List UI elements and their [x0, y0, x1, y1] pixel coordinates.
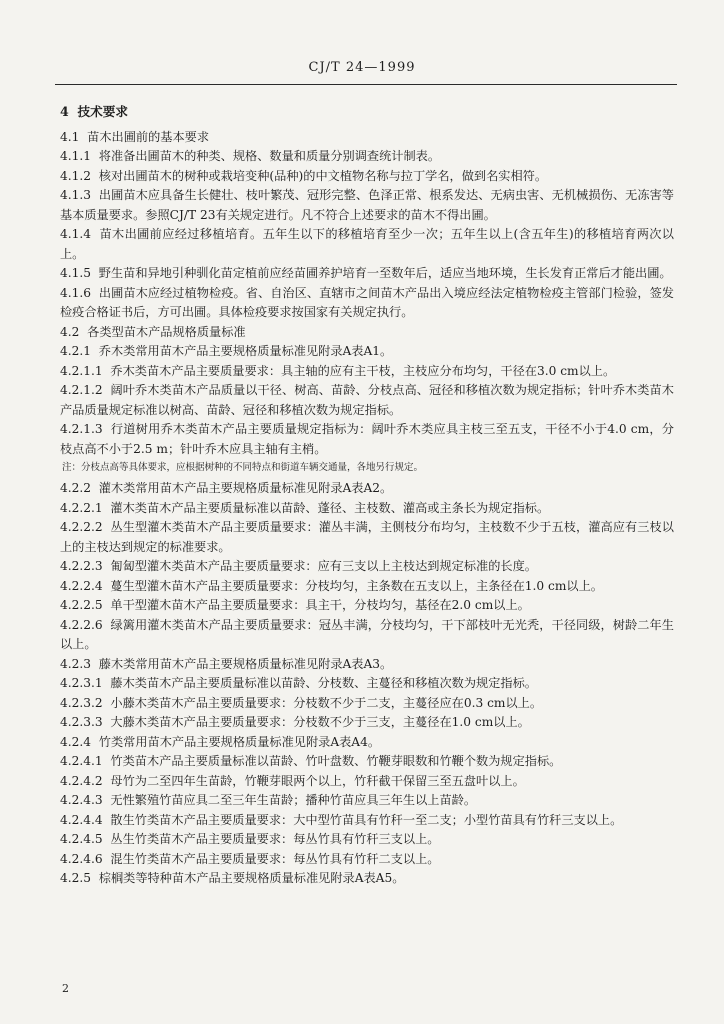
paragraph: 4.2.1.3 行道树用乔木类苗木产品主要质量规定指标为：阔叶乔木类应具主枝三至五支，干径不小于4.0 cm，分枝点高不小于2.5 m；针叶乔木应具主轴有主梢。	[60, 422, 674, 456]
paragraph: 4.2.3.1 藤木类苗木产品主要质量标准以苗龄、分枝数、主蔓径和移植次数为规定指标。	[60, 676, 537, 690]
paragraph: 4.1 苗木出圃前的基本要求	[60, 129, 210, 144]
paragraph: 4.2.2 灌木类常用苗木产品主要规格质量标准见附录A表A2。	[60, 481, 393, 495]
paragraph: 4.2.3 藤木类常用苗木产品主要规格质量标准见附录A表A3。	[60, 656, 393, 671]
paragraph: 4.2.2.1 灌木类苗木产品主要质量标准以苗龄、蓬径、主枝数、灌高或主条长为规定指标。	[60, 500, 550, 515]
note: 注：分枝点高等具体要求，应根据树种的不同特点和街道车辆交通量，各地另行规定。	[62, 462, 424, 473]
paragraph: 4.1.5 野生苗和异地引种驯化苗定植前应经苗圃养护培育一至数年后，适应当地环境，生长发育正常后才能出圃。	[60, 266, 672, 280]
paragraph: 4.2.3.3 大藤木类苗木产品主要质量要求：分枝数不少于三支，主蔓径在1.0 cm以上。	[60, 715, 530, 729]
paragraph: 4.2.2.4 蔓生型灌木苗木产品主要质量要求：分枝均匀，主条数在五支以上，主条径在1.0 cm以上。	[60, 578, 603, 593]
paragraph: 4.2.4 竹类常用苗木产品主要规格质量标准见附录A表A4。	[60, 734, 381, 749]
paragraph: 4.2.1.2 阔叶乔木类苗木产品质量以干径、树高、苗龄、分枝点高、冠径和移植次数为规定指标；针叶乔木类苗木产品质量规定标准以树高、苗龄、冠径和移植次数为规定指标。	[60, 383, 674, 417]
paragraph: 4.2.2.6 绿篱用灌木类苗木产品主要质量要求：冠丛丰满，分枝均匀，干下部枝叶无光秃，干径同级，树龄二年生以上。	[60, 617, 674, 651]
paragraph: 4.2.4.5 丛生竹类苗木产品主要质量要求：每丛竹具有竹秆三支以上。	[60, 832, 440, 846]
paragraph: 4.2.2.5 单干型灌木苗木产品主要质量要求：具主干，分枝均匀，基径在2.0 cm以上。	[60, 598, 530, 612]
paragraph: 4.2.5 棕榈类等特种苗木产品主要规格质量标准见附录A表A5。	[60, 871, 405, 885]
paragraph: 4.1.3 出圃苗木应具备生长健壮、枝叶繁茂、冠形完整、色泽正常、根系发达、无病虫害、无机械损伤、无冻害等基本质量要求。参照CJ/T 23有关规定进行。凡不符合上述要求的苗木不得出圃。	[60, 188, 674, 222]
document-body	[60, 102, 674, 889]
paragraph: 4.2.4.2 母竹为二至四年生苗龄，竹鞭芽眼两个以上，竹秆截干保留三至五盘叶以上。	[60, 773, 525, 788]
paragraph: 4.1.2 核对出圃苗木的树种或栽培变种(品种)的中文植物名称与拉丁学名，做到名实相符。	[60, 168, 548, 183]
standard-code-header: CJ/T 24—1999	[308, 60, 416, 75]
paragraph: 4.2.1.1 乔木类苗木产品主要质量要求：具主轴的应有主干枝，主枝应分布均匀，干径在3.0 cm以上。	[60, 363, 616, 378]
paragraph: 4.2.3.2 小藤木类苗木产品主要质量要求：分枝数不少于二支，主蔓径应在0.3 cm以上。	[60, 695, 543, 710]
paragraph: 4.2.2.2 丛生型灌木类苗木产品主要质量要求：灌丛丰满，主侧枝分布均匀，主枝数不少于五枝，灌高应有三枝以上的主枝达到规定的标准要求。	[60, 520, 674, 554]
paragraph: 4.2.4.4 散生竹类苗木产品主要质量要求：大中型竹苗具有竹秆一至二支；小型竹苗具有竹秆三支以上。	[60, 812, 623, 827]
paragraph: 4.1.4 苗木出圃前应经过移植培育。五年生以下的移植培育至少一次；五年生以上(含五年生)的移植培育两次以上。	[60, 227, 674, 261]
paragraph: 4.2.1 乔木类常用苗木产品主要规格质量标准见附录A表A1。	[60, 344, 393, 358]
page-number: 2	[62, 982, 69, 995]
paragraph: 4.2.4.1 竹类苗木产品主要质量标准以苗龄、竹叶盘数、竹鞭芽眼数和竹鞭个数为规定指标。	[60, 754, 562, 768]
header-rule-divider	[55, 84, 677, 85]
section-heading: 4 技术要求	[60, 104, 128, 119]
paragraph: 4.2.4.3 无性繁殖竹苗应具二至三年生苗龄；播种竹苗应具三年生以上苗龄。	[60, 793, 477, 807]
paragraph: 4.2.2.3 匍匐型灌木类苗木产品主要质量要求：应有三支以上主枝达到规定标准的长度。	[60, 559, 537, 573]
paragraph: 4.1.6 出圃苗木应经过植物检疫。省、自治区、直辖市之间苗木产品出入境应经法定植物检疫主管部门检验，签发检疫合格证书后，方可出圃。具体检疫要求按国家有关规定执行。	[60, 285, 674, 319]
paragraph: 4.2.4.6 混生竹类苗木产品主要质量要求：每丛竹具有竹秆二支以上。	[60, 851, 440, 866]
paragraph: 4.2 各类型苗木产品规格质量标准	[60, 324, 246, 339]
paragraph: 4.1.1 将准备出圃苗木的种类、规格、数量和质量分别调查统计制表。	[60, 149, 441, 163]
